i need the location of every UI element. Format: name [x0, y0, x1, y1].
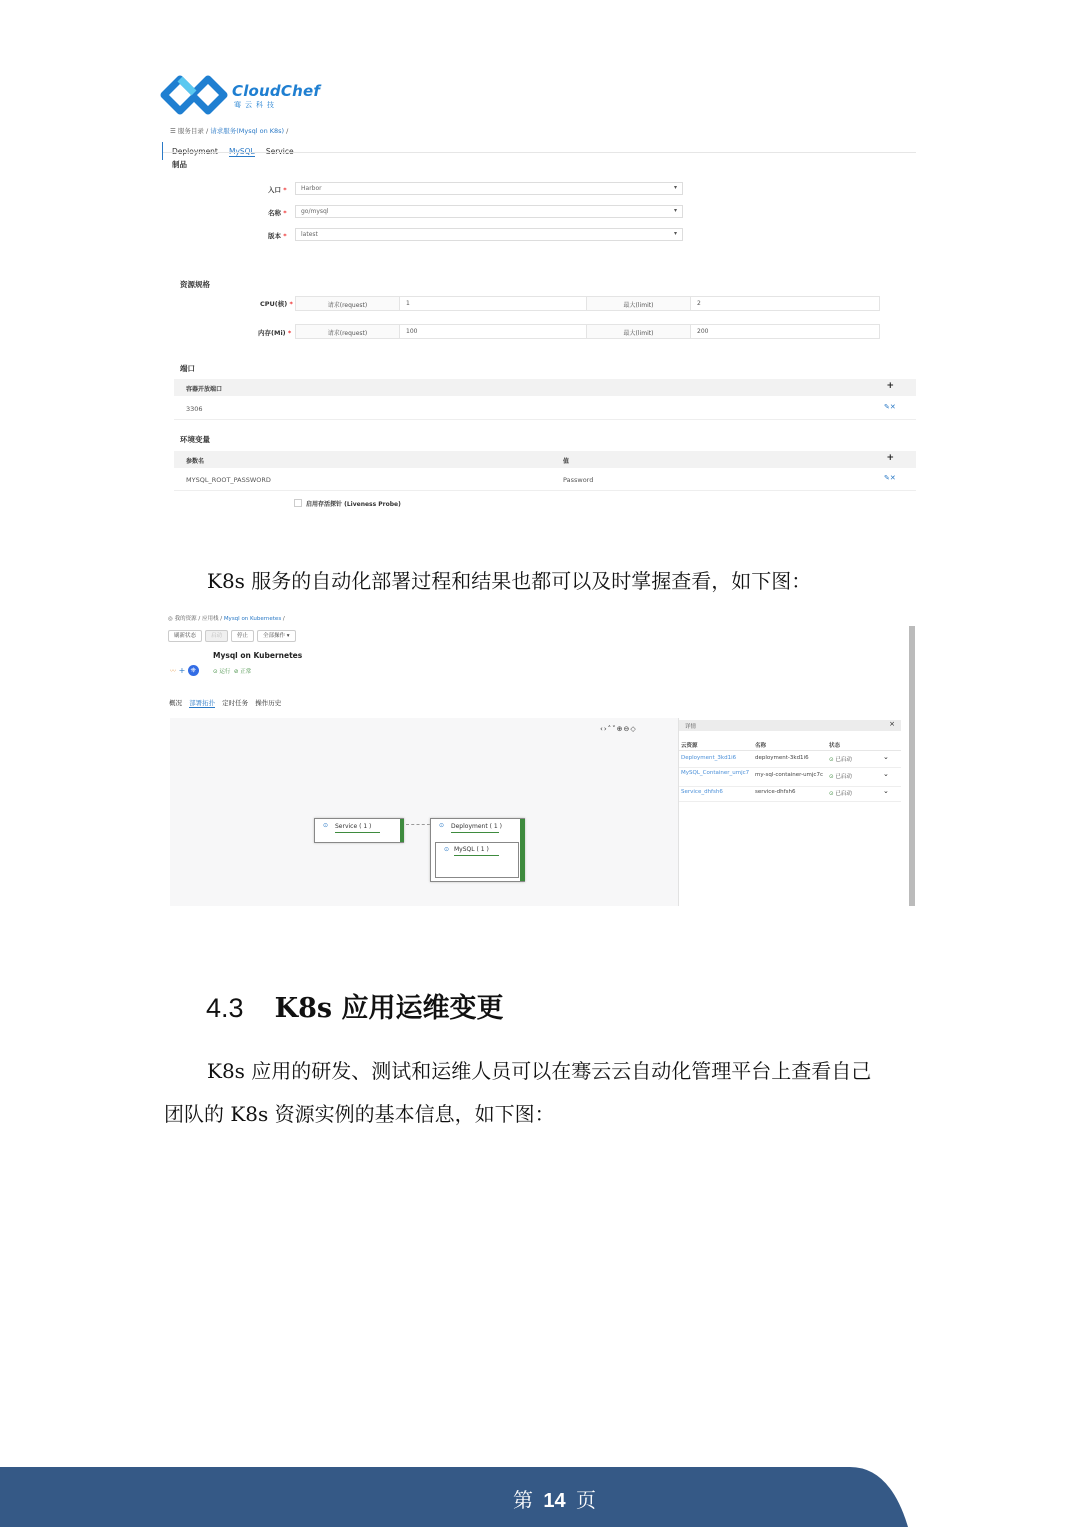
- status-normal: 正常: [240, 669, 252, 675]
- table-row[interactable]: [679, 753, 901, 768]
- logo-subtitle: 骞云科技: [234, 101, 278, 109]
- resource-name: my-sql-container-umjc7c: [755, 772, 823, 778]
- section-resource: 资源规格: [180, 280, 210, 289]
- cpu-limit-input[interactable]: 2: [690, 296, 880, 311]
- node-status-bar: [454, 855, 499, 856]
- env-header-value: 值: [563, 458, 570, 465]
- edit-icon[interactable]: ✎: [884, 403, 890, 411]
- breadcrumb-item[interactable]: 我的资源: [174, 616, 197, 622]
- delete-icon[interactable]: ✕: [889, 403, 896, 411]
- app-status: [213, 667, 251, 675]
- zoom-out-icon[interactable]: ⊖: [623, 725, 631, 733]
- divider: [174, 419, 916, 420]
- col-status: 状态: [829, 743, 841, 749]
- canvas-controls: [600, 725, 637, 733]
- paragraph-2-line-1: K8s 应用的研发、测试和运维人员可以在骞云云自动化管理平台上查看自己: [207, 1059, 872, 1083]
- cpu-request-input[interactable]: 1: [399, 296, 587, 311]
- breadcrumb-item[interactable]: 服务目录: [177, 127, 204, 135]
- resource-name: deployment-3kd1i6: [755, 755, 809, 761]
- add-port-icon[interactable]: +: [886, 381, 894, 391]
- tab-history[interactable]: 操作历史: [255, 699, 282, 707]
- node-handle[interactable]: [400, 819, 404, 842]
- breadcrumb-icon: ◎: [168, 616, 173, 622]
- deployment-node-title: Deployment ( 1 ): [451, 823, 502, 830]
- section-port: 端口: [180, 364, 195, 373]
- breadcrumb-item[interactable]: Mysql on Kubernetes: [223, 616, 282, 622]
- heading-number: 4.3: [206, 993, 244, 1023]
- mysql-node[interactable]: [435, 842, 519, 878]
- node-status-bar: [451, 832, 499, 833]
- page-number: 第 14 页: [513, 1488, 596, 1512]
- breadcrumb: ◎ 我的资源 / 应用栈 / Mysql on Kubernetes /: [168, 616, 285, 622]
- env-header-name: 参数名: [186, 458, 205, 465]
- port-table-header: [174, 379, 916, 396]
- resource-link[interactable]: MySQL_Container_umjc7: [681, 770, 750, 776]
- field-label-version: 版本 *: [268, 232, 287, 240]
- section-product: 制品: [172, 160, 187, 169]
- mysql-icon: 〰: [170, 668, 177, 675]
- liveness-probe-label: 启用存活探针 (Liveness Probe): [306, 501, 401, 508]
- zoom-in-icon[interactable]: ⊕: [616, 725, 624, 733]
- name-select[interactable]: go/mysql ▾: [295, 205, 683, 218]
- service-node-title: Service ( 1 ): [335, 823, 372, 830]
- add-env-icon[interactable]: +: [886, 453, 894, 463]
- table-row[interactable]: [679, 768, 901, 787]
- running-icon: ⊙: [213, 669, 218, 675]
- started-icon: ⊙: [829, 774, 834, 780]
- node-icon: ⊙: [439, 822, 445, 829]
- status-badge: ⊙ 已启动: [829, 757, 852, 763]
- logo-name: CloudChef: [232, 82, 321, 100]
- env-value: Password: [563, 476, 594, 484]
- all-actions-button[interactable]: 全部操作 ▾: [257, 630, 296, 642]
- breadcrumb-icon: ☰: [170, 127, 176, 135]
- col-name: 名称: [755, 743, 767, 749]
- prev-icon[interactable]: ‹: [600, 725, 604, 733]
- resource-link[interactable]: Service_dhfsh6: [681, 789, 723, 795]
- env-row-actions: [884, 474, 896, 482]
- connector: [406, 824, 430, 825]
- kubernetes-icon: ⎈: [188, 665, 199, 676]
- heading-text: K8s 应用运维变更: [274, 993, 504, 1024]
- node-icon: ⊙: [444, 846, 450, 853]
- breadcrumb: ☰ 服务目录 / 请求服务(Mysql on K8s) /: [170, 127, 289, 135]
- divider: [174, 490, 916, 491]
- resource-link[interactable]: Deployment_3kd1i6: [681, 755, 737, 761]
- close-icon[interactable]: ×: [889, 720, 895, 728]
- breadcrumb-item[interactable]: 应用栈: [201, 616, 219, 622]
- refresh-status-button[interactable]: 刷新状态: [168, 630, 202, 642]
- memory-request-input[interactable]: 100: [399, 324, 587, 339]
- service-node[interactable]: [314, 818, 404, 843]
- port-header: 容器开放端口: [186, 386, 223, 393]
- memory-label: 内存(Mi) *: [258, 329, 292, 337]
- start-button[interactable]: 启动: [205, 630, 228, 642]
- reset-icon[interactable]: ◇: [630, 725, 637, 733]
- edit-icon[interactable]: ✎: [884, 474, 890, 482]
- divider: [679, 750, 901, 751]
- form-tabs: [172, 139, 294, 158]
- detail-title: 详情: [685, 724, 697, 730]
- port-value: 3306: [186, 405, 203, 413]
- node-status-bar: [335, 832, 380, 833]
- started-icon: ⊙: [829, 757, 834, 763]
- detail-tabs: [169, 698, 281, 707]
- node-icon: ⊙: [323, 822, 329, 829]
- field-label-entry: 入口 *: [268, 186, 287, 194]
- node-handle[interactable]: [520, 819, 525, 881]
- memory-request-label: 请求(request): [295, 324, 400, 339]
- service-request-form: [162, 122, 916, 512]
- env-name: MYSQL_ROOT_PASSWORD: [186, 476, 271, 484]
- col-resource: 云资源: [681, 743, 698, 749]
- port-row-actions: [884, 403, 896, 411]
- field-label-name: 名称 *: [268, 209, 287, 217]
- logo: [160, 74, 320, 116]
- table-row[interactable]: [679, 787, 901, 802]
- plus-icon: +: [178, 666, 186, 675]
- cpu-limit-label: 最大(limit): [586, 296, 691, 311]
- env-table-header: [174, 451, 916, 468]
- paragraph-1: K8s 服务的自动化部署过程和结果也都可以及时掌握查看，如下图：: [207, 569, 812, 593]
- deployment-topology-screen: [162, 610, 917, 906]
- tab-scheduled[interactable]: 定时任务: [222, 699, 249, 707]
- toolbar: [168, 630, 296, 642]
- delete-icon[interactable]: ✕: [889, 474, 896, 482]
- detail-panel: [678, 718, 901, 906]
- tab-overview[interactable]: 概况: [169, 699, 182, 707]
- version-select[interactable]: latest ▾: [295, 228, 683, 241]
- chevron-down-icon[interactable]: ⌄: [883, 753, 889, 761]
- cloudchef-logo-icon: [160, 74, 228, 116]
- up-icon[interactable]: ˄: [607, 725, 613, 733]
- stop-button[interactable]: 停止: [231, 630, 254, 642]
- status-badge: ⊙ 已启动: [829, 774, 852, 780]
- tab-topology[interactable]: 部署拓扑: [189, 699, 216, 707]
- memory-limit-label: 最大(limit): [586, 324, 691, 339]
- entry-select[interactable]: Harbor ▾: [295, 182, 683, 195]
- tab-divider: [162, 152, 916, 153]
- ok-icon: ⊘: [233, 669, 239, 675]
- started-icon: ⊙: [829, 791, 834, 797]
- detail-panel-header: [679, 720, 901, 731]
- deployment-node[interactable]: [430, 818, 525, 882]
- app-title: Mysql on Kubernetes: [213, 651, 303, 660]
- app-icons: [170, 665, 199, 676]
- scrollbar[interactable]: [909, 626, 915, 906]
- status-badge: ⊙ 已启动: [829, 791, 852, 797]
- liveness-probe-checkbox[interactable]: [294, 499, 302, 507]
- chevron-down-icon[interactable]: ⌄: [883, 770, 889, 778]
- section-env: 环境变量: [180, 435, 210, 444]
- breadcrumb-item[interactable]: 请求服务(Mysql on K8s): [210, 127, 285, 135]
- topology-canvas[interactable]: [170, 718, 678, 906]
- mysql-node-title: MySQL ( 1 ): [454, 846, 489, 853]
- paragraph-2-line-2: 团队的 K8s 资源实例的基本信息，如下图：: [164, 1102, 555, 1126]
- down-icon[interactable]: ˅: [612, 725, 617, 733]
- memory-limit-input[interactable]: 200: [690, 324, 880, 339]
- status-running: 运行: [219, 669, 231, 675]
- chevron-down-icon[interactable]: ⌄: [883, 787, 889, 795]
- next-icon[interactable]: ›: [603, 725, 608, 733]
- resource-name: service-dhfsh6: [755, 789, 796, 795]
- active-indicator: [162, 142, 163, 160]
- section-heading: [206, 986, 504, 1025]
- cpu-label: CPU(核) *: [260, 300, 293, 308]
- cpu-request-label: 请求(request): [295, 296, 400, 311]
